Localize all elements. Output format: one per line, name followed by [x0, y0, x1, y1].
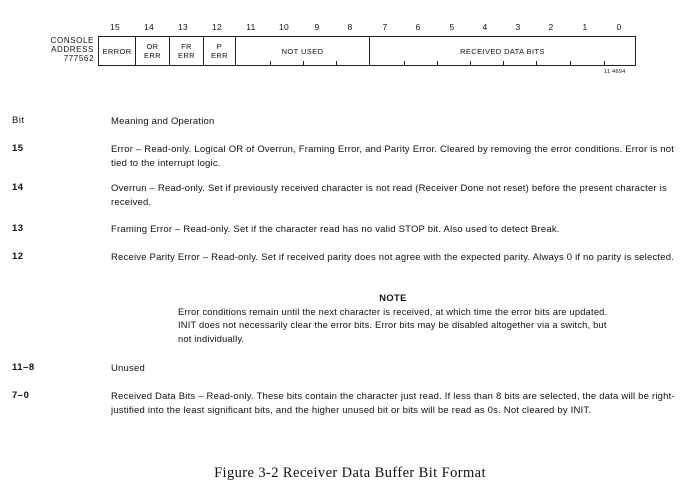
bit-tick: [570, 61, 571, 65]
bit-number: 6: [415, 22, 421, 32]
header-bit: Bit: [12, 115, 25, 126]
field-p-bottom: ERR: [210, 51, 229, 60]
figure-reference: 11 4694: [604, 69, 626, 75]
bit-number: 2: [548, 22, 554, 32]
bit-number: 0: [616, 22, 622, 32]
bit-tick: [270, 61, 271, 65]
console-label: CONSOLE: [50, 36, 94, 45]
bit-number: 5: [449, 22, 455, 32]
bit-tick: [503, 61, 504, 65]
row-bit: 15: [12, 143, 24, 154]
bit-number: 13: [177, 22, 189, 32]
field-overrun-error: [136, 37, 170, 65]
bit-number: 11: [246, 22, 256, 32]
field-parity-error: [204, 37, 236, 65]
figure-caption: Figure 3-2 Receiver Data Buffer Bit Format: [214, 465, 486, 481]
bit-tick: [470, 61, 471, 65]
row-bit: 14: [12, 182, 24, 193]
field-or-bottom: ERR: [143, 51, 162, 60]
row-text: Received Data Bits – Read-only. These bits contain the character just read. If less than 8 bits are selected, the data will be right-justified into the least significant bits, and the higher unused bit or bits will be read as 0s. Not cleared by INIT.: [111, 391, 675, 416]
address-value: 777562: [63, 54, 94, 63]
console-address-label: [30, 36, 94, 63]
field-error: [99, 37, 136, 65]
note-title: NOTE: [379, 293, 407, 303]
field-received-data-label: RECEIVED DATA BITS: [460, 46, 545, 56]
bit-number: 14: [143, 22, 155, 32]
row-bit: 12: [12, 251, 24, 262]
field-or-top: OR: [146, 42, 159, 51]
field-p-top: P: [216, 42, 223, 51]
bit-number: 8: [347, 22, 353, 32]
header-meaning: Meaning and Operation: [111, 116, 215, 127]
row-bit: 13: [12, 223, 24, 234]
row-text: Overrun – Read-only. Set if previously received character is not read (Receiver Done not reset) before the present character is received.: [111, 183, 667, 208]
row-bit: 7–0: [12, 390, 30, 401]
field-framing-error: [170, 37, 204, 65]
field-not-used-label: NOT USED: [281, 46, 324, 56]
field-error-label: ERROR: [102, 46, 132, 56]
bit-number: 1: [582, 22, 588, 32]
bit-number: 12: [211, 22, 223, 32]
note-body: Error conditions remain until the next character is received, at which time the error bits are updated. INIT does not necessarily clear the error bits. Error bits may be disabled altogether via a switch, but not individually.: [178, 306, 608, 344]
bit-tick: [303, 61, 304, 65]
bit-tick: [336, 61, 337, 65]
bit-number: 3: [515, 22, 521, 32]
field-fr-bottom: ERR: [177, 51, 196, 60]
bit-tick: [437, 61, 438, 65]
field-fr-top: FR: [181, 42, 192, 51]
bit-number: 9: [314, 22, 320, 32]
bit-number: 10: [278, 22, 290, 32]
row-text: Framing Error – Read-only. Set if the character read has no valid STOP bit. Also used to detect Break.: [111, 224, 560, 235]
note-block: [178, 292, 608, 346]
bit-number: 7: [382, 22, 388, 32]
row-text: Unused: [111, 363, 145, 374]
bit-tick: [404, 61, 405, 65]
bit-tick: [536, 61, 537, 65]
bit-tick: [604, 61, 605, 65]
row-text: Receive Parity Error – Read-only. Set if received parity does not agree with the expected parity. Always 0 if no parity is selected.: [111, 252, 675, 263]
bit-number-row: [98, 22, 636, 34]
row-text: Error – Read-only. Logical OR of Overrun, Framing Error, and Parity Error. Cleared by removing the error conditions. Error is not tied to the interrupt logic.: [111, 144, 675, 169]
register-diagram: [98, 36, 636, 66]
bit-number: 15: [109, 22, 121, 32]
row-bit: 11–8: [12, 362, 35, 373]
bit-number: 4: [482, 22, 488, 32]
address-label: ADDRESS: [51, 45, 94, 54]
